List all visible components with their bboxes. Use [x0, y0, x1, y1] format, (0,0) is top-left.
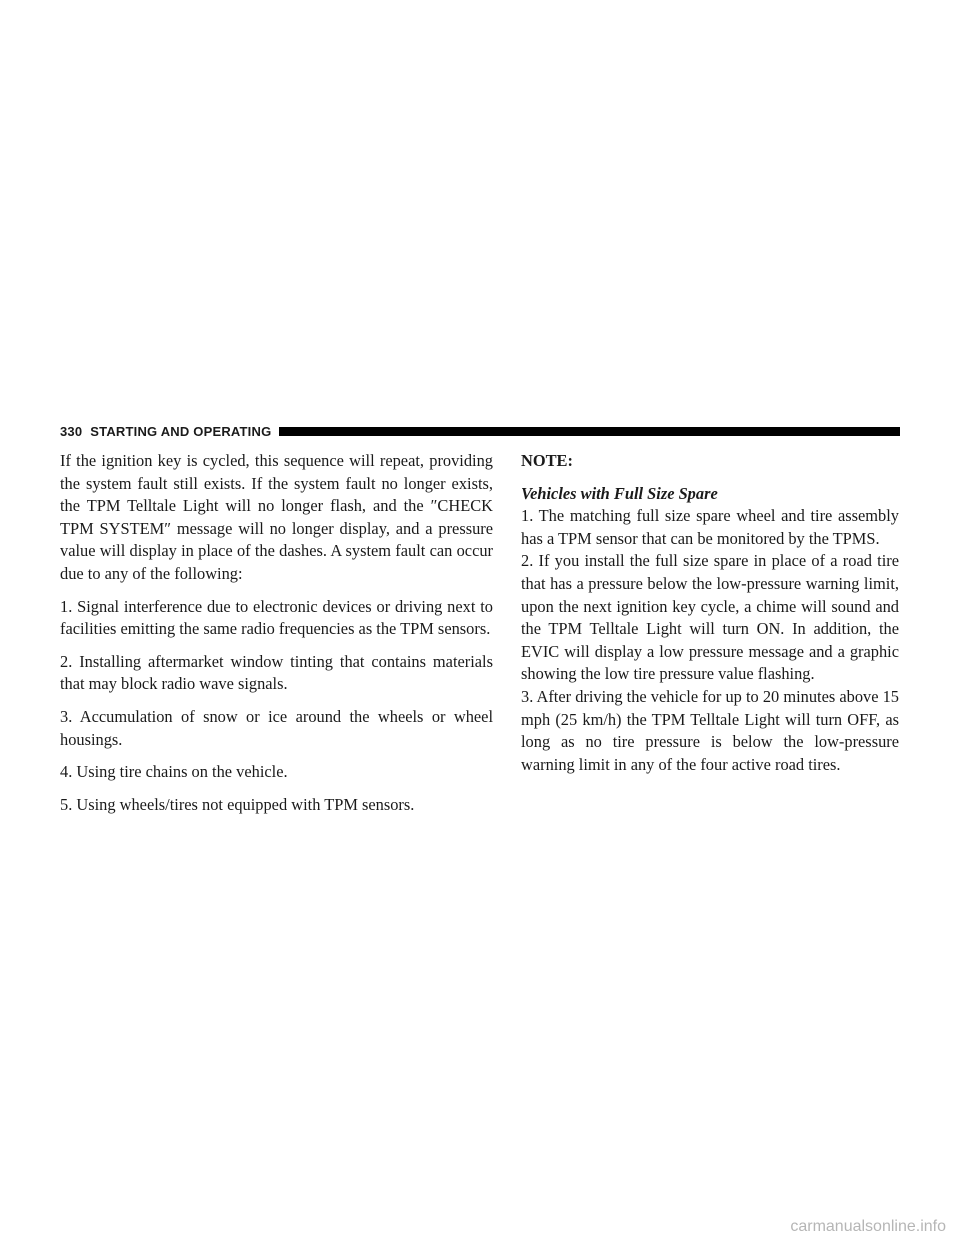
page-number: 330	[60, 423, 83, 439]
left-column	[60, 450, 493, 826]
fault-item-2: 2. Installing aftermarket window tinting that contains materials that may block radio wave signals.	[60, 651, 493, 694]
fault-item-5: 5. Using wheels/tires not equipped with TPM sensors.	[60, 794, 415, 814]
spare-step-3: 3. After driving the vehicle for up to 20 minutes above 15 mph (25 km/h) the TPM Telltale Light will turn OFF, as long as no tire pressure is below the low-pressure warning limit in any of the four active road tires.	[521, 686, 899, 774]
header-rule	[279, 427, 900, 436]
fault-item-3: 3. Accumulation of snow or ice around the wheels or wheel housings.	[60, 706, 493, 749]
fault-item-1: 1. Signal interference due to electronic devices or driving next to facilities emitting the same radio frequencies as the TPM sensors.	[60, 596, 493, 639]
fault-item-4: 4. Using tire chains on the vehicle.	[60, 762, 288, 782]
watermark: carmanualsonline.info	[790, 1218, 946, 1235]
section-title: STARTING AND OPERATING	[90, 423, 272, 439]
spare-step-2: 2. If you install the full size spare in place of a road tire that has a pressure below the low-pressure warning limit, upon the next ignition key cycle, a chime will sound and the TPM Telltale Light will turn ON. In addition, the EVIC will display a low pressure message and a graphic showing the low tire pressure value flashing.	[521, 551, 899, 684]
spare-subheading: Vehicles with Full Size Spare	[521, 483, 718, 503]
page-header	[60, 420, 900, 442]
spare-step-1: 1. The matching full size spare wheel and tire assembly has a TPM sensor that can be monitored by the TPMS.	[521, 506, 899, 548]
intro-paragraph: If the ignition key is cycled, this sequence will repeat, providing the system fault still exists. If the system fault no longer exists, the TPM Telltale Light will no longer flash, and the ″CHECK TPM SYSTEM″ message will no longer display, and a pressure value will display in place of the dashes. A system fault can occur due to any of the following:	[60, 451, 493, 583]
right-column	[521, 450, 899, 776]
note-label: NOTE:	[521, 451, 573, 470]
